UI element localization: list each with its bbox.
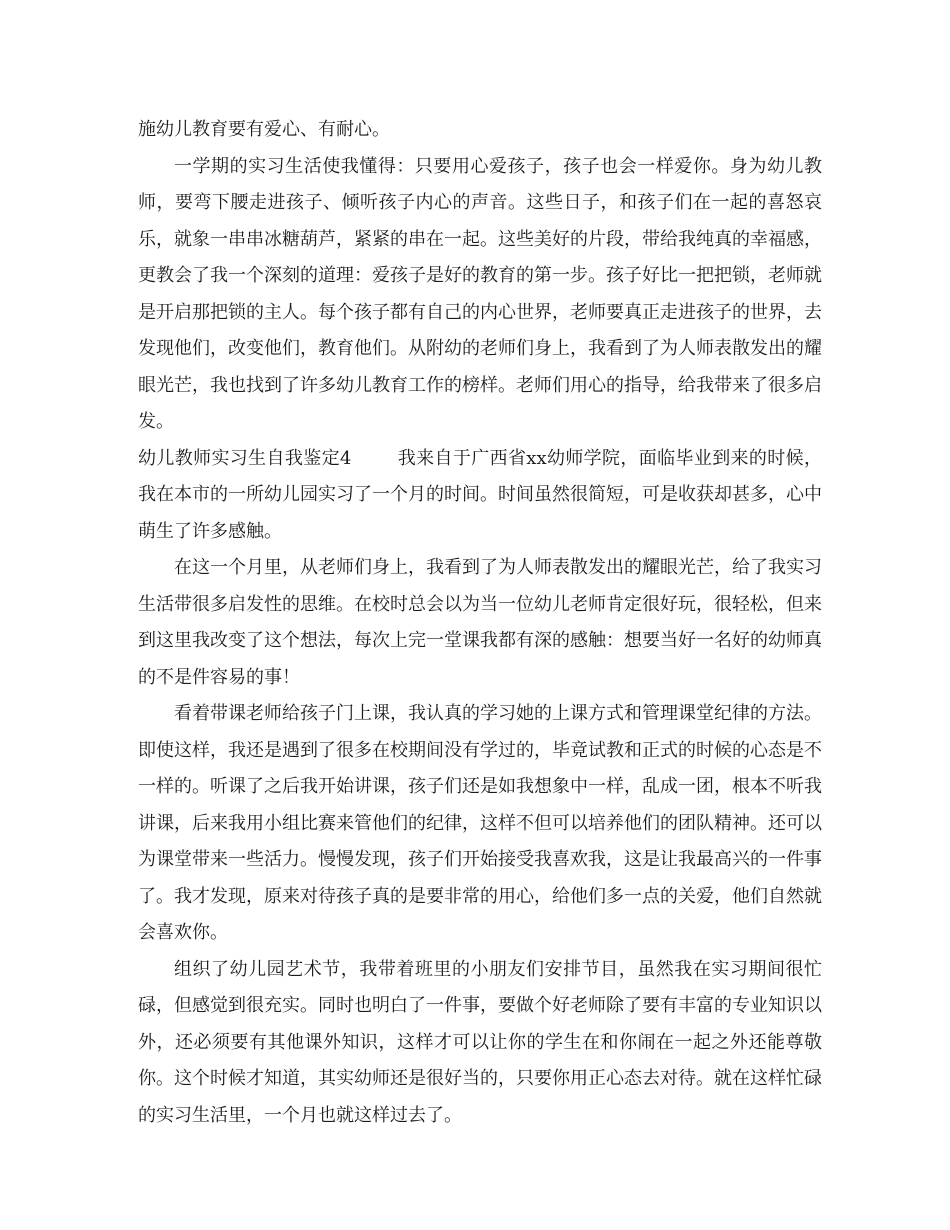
section-paragraph (138, 441, 822, 551)
paragraph-month-reflection: 在这一个月里，从老师们身上，我看到了为人师表散发出的耀眼光芒，给了我实习生活带很多启发性的思维。在校时总会以为当一位幼儿老师肯定很好玩，很轻松，但来到这里我改变了这个想法，每次上完一堂课我都有深的感触：想要当好一名好的幼师真的不是件容易的事！ (138, 557, 822, 688)
paragraph-classroom-experience: 看着带课老师给孩子门上课，我认真的学习她的上课方式和管理课堂纪律的方法。即使这样，我还是遇到了很多在校期间没有学过的，毕竟试教和正式的时候的心态是不一样的。听课了之后我开始讲课，孩子们还是如我想象中一样，乱成一团，根本不听我讲课，后来我用小组比赛来管他们的纪律，这样不但可以培养他们的团队精神。还可以为课堂带来一些活力。慢慢发现，孩子们开始接受我喜欢我，这是让我最高兴的一件事了。我才发现，原来对待孩子真的是要非常的用心，给他们多一点的关爱，他们自然就会喜欢你。 (138, 703, 822, 943)
paragraph-internship-reflection: 一学期的实习生活使我懂得：只要用心爱孩子，孩子也会一样爱你。身为幼儿教师，要弯下腰走进孩子、倾听孩子内心的声音。这些日子，和孩子们在一起的喜怒哀乐，就象一串串冰糖葫芦，紧紧的串在一起。这些美好的片段，带给我纯真的幸福感，更教会了我一个深刻的道理：爱孩子是好的教育的第一步。孩子好比一把把锁，老师就是开启那把锁的主人。每个孩子都有自己的内心世界，老师要真正走进孩子的世界，去发现他们，改变他们，教育他们。从附幼的老师们身上，我看到了为人师表散发出的耀眼光芒，我也找到了许多幼儿教育工作的榜样。老师们用心的指导，给我带来了很多启发。 (138, 155, 822, 432)
section-heading: 幼儿教师实习生自我鉴定4 (138, 447, 352, 469)
paragraph-art-festival: 组织了幼儿园艺术节，我带着班里的小朋友们安排节目，虽然我在实习期间很忙碌，但感觉到很充实。同时也明白了一件事，要做个好老师除了要有丰富的专业知识以外，还必须要有其他课外知识，这样才可以让你的学生在和你闹在一起之外还能尊敬你。这个时候才知道，其实幼师还是很好当的，只要你用正心态去对待。就在这样忙碌的实习生活里，一个月也就这样过去了。 (138, 958, 822, 1126)
paragraph-continuation: 施幼儿教育要有爱心、有耐心。 (138, 119, 390, 140)
document-body (138, 112, 822, 1134)
section-lead-text: 我来自于广西省xx幼师学院，面临毕业到来的时候，我在本市的一所幼儿园实习了一个月的时间。时间虽然很简短，可是收获却甚多，心中萌生了许多感触。 (138, 447, 822, 542)
